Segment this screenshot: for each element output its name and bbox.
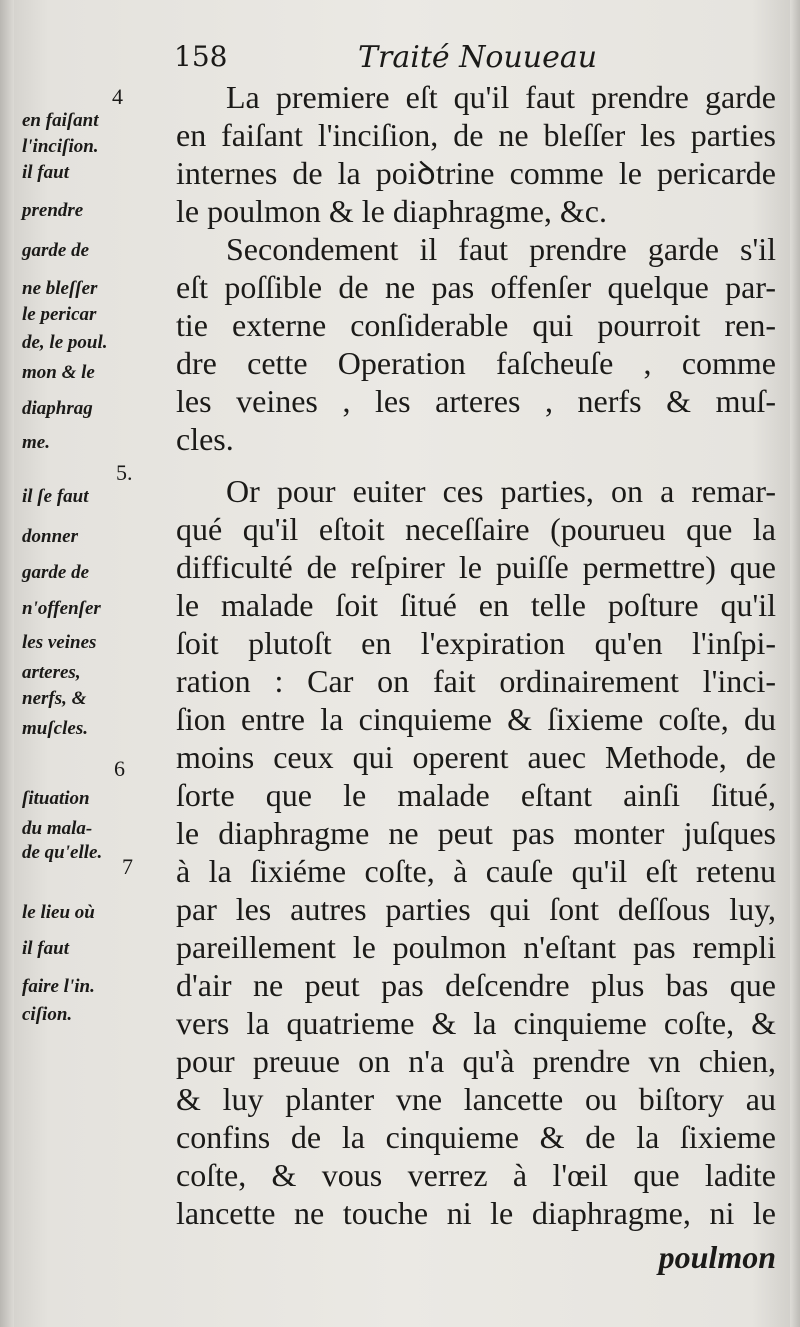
margin-number: 6 [114,756,125,781]
margin-note: le pericar [22,304,97,325]
margin-note: de qu'elle. [22,842,103,863]
margin-note: ciſion. [22,1004,73,1025]
text-line: en faiſant l'inciſion, de ne bleſſer les parties [176,117,776,153]
margin-note: prendre [22,200,84,221]
text-line: pareillement le poulmon n'eſtant pas rempli [176,929,776,965]
text-line: La premiere eſt qu'il faut prendre garde [226,79,776,115]
running-title: Traité Nouueau [358,40,598,75]
margin-note: diaphrag [22,398,93,419]
margin-note: ne bleſſer [22,278,98,299]
margin-note: il faut [22,938,69,959]
margin-note: ſituation [22,788,90,809]
margin-note: les veines [22,632,97,653]
margin-note: arteres, [22,662,81,683]
text-line: vers la quatrieme & la cinquieme coſte, & [176,1005,776,1041]
text-line: moins ceux qui operent auec Methode, de [176,739,776,775]
margin-number: 5. [116,460,133,485]
margin-note: n'offenſer [22,598,101,619]
text-line: pour preuue on n'a qu'à prendre vn chien, [176,1043,776,1079]
text-line: dre cette Operation faſcheuſe , comme [176,345,776,381]
text-line: lancette ne touche ni le diaphragme, ni le [176,1195,776,1231]
margin-note: me. [22,432,50,453]
margin-note: en faiſant [22,110,99,131]
text-line: ſorte que le malade eſtant ainſi ſitué, [176,777,776,813]
margin-note: donner [22,526,78,547]
margin-note: mon & le [22,362,95,383]
catchword: poulmon [658,1239,776,1275]
text-line: tie externe conſiderable qui pourroit ren- [176,307,776,343]
margin-note: il ſe faut [22,486,89,507]
margin-number: 7 [122,854,133,879]
text-line: confins de la cinquieme & de la ſixieme [176,1119,776,1155]
text-line: le malade ſoit ſitué en telle poſture qu'il [176,587,776,623]
page-number: 158 [174,40,228,73]
page-right-edge [790,0,800,1327]
text-line: difficulté de reſpirer le puiſſe permettre) que [176,549,776,585]
text-line: Or pour euiter ces parties, on a remar- [226,473,776,509]
margin-note: faire l'in. [22,976,95,997]
text-line: ſoit plutoſt en l'expiration qu'en l'inſpi- [176,625,776,661]
text-line: internes de la poiꝺtrine comme le pericarde [176,155,776,191]
text-line: le poulmon & le diaphragme, &c. [176,193,607,229]
page-left-edge [0,0,14,1327]
margin-note: du mala- [22,818,93,839]
margin-note: de, le poul. [22,332,108,353]
text-line: d'air ne peut pas deſcendre plus bas que [176,967,776,1003]
text-line: ration : Car on fait ordinairement l'inci- [176,663,776,699]
text-line: les veines , les arteres , nerfs & muſ- [176,383,776,419]
text-line: cles. [176,421,234,457]
margin-number: 4 [112,84,123,109]
text-line: le diaphragme ne peut pas monter juſques [176,815,776,851]
text-line: qué qu'il eſtoit neceſſaire (pourueu que la [176,511,776,547]
text-line: Secondement il faut prendre garde s'il [226,231,776,267]
text-line: à la ſixiéme coſte, à cauſe qu'il eſt retenu [176,853,776,889]
margin-note: garde de [22,562,90,583]
text-line: par les autres parties qui ſont deſſous luy, [176,891,776,927]
text-line: ſion entre la cinquieme & ſixieme coſte, du [176,701,776,737]
text-line: coſte, & vous verrez à l'œil que ladite [176,1157,776,1193]
page-header [0,40,800,80]
text-line: eſt poſſible de ne pas offenſer quelque par- [176,269,776,305]
margin-note: garde de [22,240,90,261]
margin-note: nerfs, & [22,688,87,709]
margin-note: muſcles. [22,718,88,739]
text-line: & luy planter vne lancette ou biſtory au [176,1081,776,1117]
margin-note: le lieu où [22,902,95,923]
margin-note: l'inciſion. [22,136,99,157]
margin-note: il faut [22,162,69,183]
